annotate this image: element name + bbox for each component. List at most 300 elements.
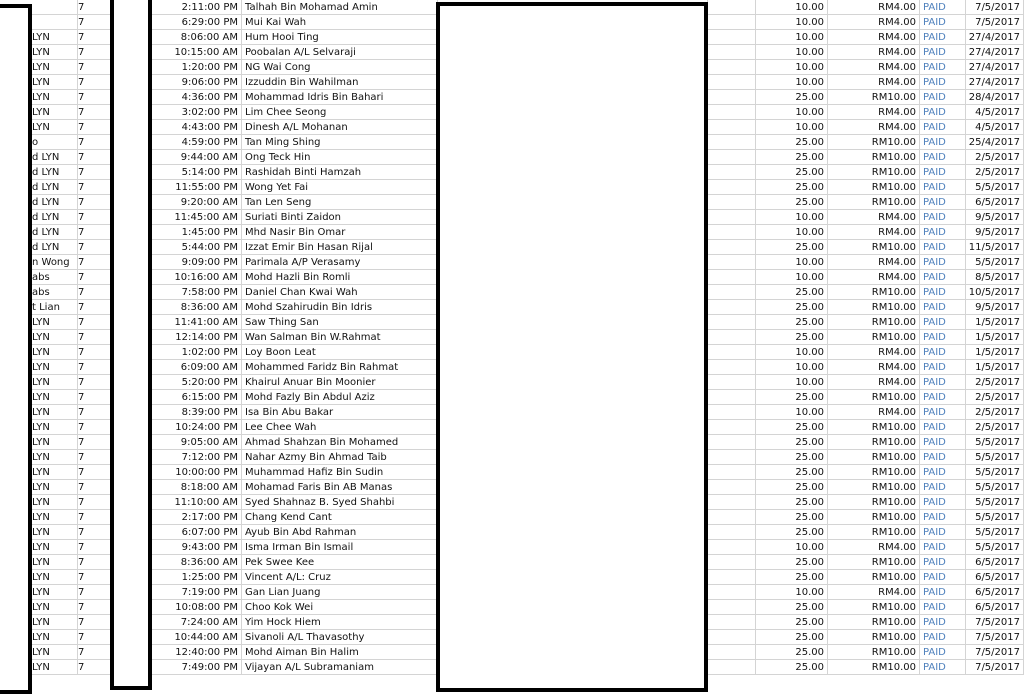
amount-cell[interactable]: RM4.00 [828,0,920,15]
label-cell[interactable]: LYN [0,330,78,345]
label-cell[interactable]: LYN [0,630,78,645]
name-cell[interactable]: Izzat Emir Bin Hasan Rijal [242,240,438,255]
quantity-cell[interactable]: 10.00 [756,210,828,225]
name-cell[interactable]: Poobalan A/L Selvaraji [242,45,438,60]
date-cell[interactable]: 5/5/2017 [966,180,1024,195]
empty-cell[interactable] [708,195,756,210]
id-cell[interactable]: 7 [78,270,148,285]
empty-cell[interactable] [708,435,756,450]
amount-cell[interactable]: RM10.00 [828,180,920,195]
label-cell[interactable]: LYN [0,60,78,75]
date-cell[interactable]: 8/5/2017 [966,270,1024,285]
amount-cell[interactable]: RM10.00 [828,300,920,315]
amount-cell[interactable]: RM10.00 [828,510,920,525]
label-cell[interactable]: LYN [0,660,78,675]
name-cell[interactable]: Parimala A/P Verasamy [242,255,438,270]
date-cell[interactable]: 2/5/2017 [966,375,1024,390]
empty-cell[interactable] [708,90,756,105]
time-cell[interactable]: 12:40:00 PM [148,645,242,660]
status-cell[interactable]: PAID [920,210,966,225]
status-cell[interactable]: PAID [920,75,966,90]
id-cell[interactable]: 7 [78,615,148,630]
empty-cell[interactable] [708,315,756,330]
label-cell[interactable]: t Lian [0,300,78,315]
quantity-cell[interactable]: 10.00 [756,105,828,120]
status-cell[interactable]: PAID [920,165,966,180]
empty-cell[interactable] [708,450,756,465]
name-cell[interactable]: Vincent A/L: Cruz [242,570,438,585]
id-cell[interactable]: 7 [78,15,148,30]
id-cell[interactable]: 7 [78,510,148,525]
date-cell[interactable]: 7/5/2017 [966,630,1024,645]
status-cell[interactable]: PAID [920,615,966,630]
amount-cell[interactable]: RM10.00 [828,90,920,105]
time-cell[interactable]: 7:58:00 PM [148,285,242,300]
quantity-cell[interactable]: 25.00 [756,315,828,330]
amount-cell[interactable]: RM4.00 [828,210,920,225]
amount-cell[interactable]: RM10.00 [828,240,920,255]
label-cell[interactable]: d LYN [0,210,78,225]
id-cell[interactable]: 7 [78,285,148,300]
quantity-cell[interactable]: 25.00 [756,195,828,210]
label-cell[interactable]: LYN [0,390,78,405]
status-cell[interactable]: PAID [920,270,966,285]
date-cell[interactable]: 5/5/2017 [966,525,1024,540]
status-cell[interactable]: PAID [920,450,966,465]
name-cell[interactable]: Mohammed Faridz Bin Rahmat [242,360,438,375]
name-cell[interactable]: Ong Teck Hin [242,150,438,165]
id-cell[interactable]: 7 [78,480,148,495]
label-cell[interactable]: LYN [0,105,78,120]
name-cell[interactable]: Wan Salman Bin W.Rahmat [242,330,438,345]
time-cell[interactable]: 10:00:00 PM [148,465,242,480]
id-cell[interactable]: 7 [78,450,148,465]
empty-cell[interactable] [708,510,756,525]
amount-cell[interactable]: RM10.00 [828,390,920,405]
empty-cell[interactable] [708,270,756,285]
time-cell[interactable]: 8:39:00 PM [148,405,242,420]
time-cell[interactable]: 8:18:00 AM [148,480,242,495]
empty-cell[interactable] [708,45,756,60]
date-cell[interactable]: 5/5/2017 [966,450,1024,465]
time-cell[interactable]: 5:14:00 PM [148,165,242,180]
quantity-cell[interactable]: 10.00 [756,585,828,600]
label-cell[interactable]: LYN [0,555,78,570]
status-cell[interactable]: PAID [920,600,966,615]
empty-cell[interactable] [708,240,756,255]
time-cell[interactable]: 10:16:00 AM [148,270,242,285]
name-cell[interactable]: Talhah Bin Mohamad Amin [242,0,438,15]
status-cell[interactable]: PAID [920,240,966,255]
amount-cell[interactable]: RM10.00 [828,150,920,165]
quantity-cell[interactable]: 25.00 [756,615,828,630]
id-cell[interactable]: 7 [78,330,148,345]
id-cell[interactable]: 7 [78,525,148,540]
date-cell[interactable]: 9/5/2017 [966,300,1024,315]
label-cell[interactable]: LYN [0,645,78,660]
date-cell[interactable]: 5/5/2017 [966,540,1024,555]
name-cell[interactable]: Chang Kend Cant [242,510,438,525]
id-cell[interactable]: 7 [78,540,148,555]
quantity-cell[interactable]: 25.00 [756,480,828,495]
quantity-cell[interactable]: 25.00 [756,420,828,435]
empty-cell[interactable] [708,660,756,675]
id-cell[interactable]: 7 [78,240,148,255]
id-cell[interactable]: 7 [78,210,148,225]
id-cell[interactable]: 7 [78,375,148,390]
id-cell[interactable]: 7 [78,225,148,240]
quantity-cell[interactable]: 25.00 [756,600,828,615]
empty-cell[interactable] [708,300,756,315]
status-cell[interactable]: PAID [920,330,966,345]
empty-cell[interactable] [708,15,756,30]
empty-cell[interactable] [708,615,756,630]
label-cell[interactable]: LYN [0,585,78,600]
status-cell[interactable]: PAID [920,225,966,240]
name-cell[interactable]: Mohd Fazly Bin Abdul Aziz [242,390,438,405]
status-cell[interactable]: PAID [920,135,966,150]
name-cell[interactable]: Mohammad Idris Bin Bahari [242,90,438,105]
id-cell[interactable]: 7 [78,0,148,15]
label-cell[interactable]: n Wong [0,255,78,270]
label-cell[interactable]: LYN [0,480,78,495]
amount-cell[interactable]: RM10.00 [828,525,920,540]
status-cell[interactable]: PAID [920,300,966,315]
id-cell[interactable]: 7 [78,195,148,210]
time-cell[interactable]: 11:55:00 PM [148,180,242,195]
name-cell[interactable]: Muhammad Hafiz Bin Sudin [242,465,438,480]
amount-cell[interactable]: RM10.00 [828,285,920,300]
time-cell[interactable]: 8:06:00 AM [148,30,242,45]
status-cell[interactable]: PAID [920,0,966,15]
label-cell[interactable]: LYN [0,615,78,630]
date-cell[interactable]: 2/5/2017 [966,165,1024,180]
name-cell[interactable]: Mhd Nasir Bin Omar [242,225,438,240]
time-cell[interactable]: 5:44:00 PM [148,240,242,255]
date-cell[interactable]: 2/5/2017 [966,420,1024,435]
quantity-cell[interactable]: 25.00 [756,150,828,165]
time-cell[interactable]: 4:59:00 PM [148,135,242,150]
empty-cell[interactable] [708,345,756,360]
name-cell[interactable]: Mui Kai Wah [242,15,438,30]
quantity-cell[interactable]: 10.00 [756,375,828,390]
quantity-cell[interactable]: 10.00 [756,15,828,30]
date-cell[interactable]: 5/5/2017 [966,480,1024,495]
quantity-cell[interactable]: 25.00 [756,135,828,150]
status-cell[interactable]: PAID [920,315,966,330]
amount-cell[interactable]: RM10.00 [828,195,920,210]
time-cell[interactable]: 1:02:00 PM [148,345,242,360]
name-cell[interactable]: Tan Len Seng [242,195,438,210]
empty-cell[interactable] [708,600,756,615]
status-cell[interactable]: PAID [920,435,966,450]
time-cell[interactable]: 4:36:00 PM [148,90,242,105]
quantity-cell[interactable]: 25.00 [756,330,828,345]
amount-cell[interactable]: RM4.00 [828,120,920,135]
quantity-cell[interactable]: 10.00 [756,360,828,375]
name-cell[interactable]: Yim Hock Hiem [242,615,438,630]
status-cell[interactable]: PAID [920,15,966,30]
label-cell[interactable]: d LYN [0,150,78,165]
id-cell[interactable]: 7 [78,30,148,45]
status-cell[interactable]: PAID [920,525,966,540]
status-cell[interactable]: PAID [920,630,966,645]
status-cell[interactable]: PAID [920,375,966,390]
amount-cell[interactable]: RM4.00 [828,375,920,390]
amount-cell[interactable]: RM10.00 [828,450,920,465]
date-cell[interactable]: 4/5/2017 [966,105,1024,120]
amount-cell[interactable]: RM10.00 [828,420,920,435]
time-cell[interactable]: 12:14:00 PM [148,330,242,345]
date-cell[interactable]: 27/4/2017 [966,30,1024,45]
amount-cell[interactable]: RM4.00 [828,405,920,420]
date-cell[interactable]: 7/5/2017 [966,660,1024,675]
empty-cell[interactable] [708,225,756,240]
status-cell[interactable]: PAID [920,585,966,600]
date-cell[interactable]: 7/5/2017 [966,615,1024,630]
id-cell[interactable]: 7 [78,555,148,570]
name-cell[interactable]: Ahmad Shahzan Bin Mohamed [242,435,438,450]
empty-cell[interactable] [708,180,756,195]
time-cell[interactable]: 8:36:00 AM [148,555,242,570]
id-cell[interactable]: 7 [78,120,148,135]
status-cell[interactable]: PAID [920,555,966,570]
label-cell[interactable]: abs [0,270,78,285]
status-cell[interactable]: PAID [920,495,966,510]
status-cell[interactable]: PAID [920,480,966,495]
name-cell[interactable]: Hum Hooi Ting [242,30,438,45]
date-cell[interactable]: 27/4/2017 [966,60,1024,75]
empty-cell[interactable] [708,630,756,645]
id-cell[interactable]: 7 [78,630,148,645]
name-cell[interactable]: Mohamad Faris Bin AB Manas [242,480,438,495]
time-cell[interactable]: 11:10:00 AM [148,495,242,510]
date-cell[interactable]: 1/5/2017 [966,360,1024,375]
name-cell[interactable]: Sivanoli A/L Thavasothy [242,630,438,645]
time-cell[interactable]: 1:20:00 PM [148,60,242,75]
quantity-cell[interactable]: 10.00 [756,0,828,15]
date-cell[interactable]: 7/5/2017 [966,15,1024,30]
date-cell[interactable]: 27/4/2017 [966,75,1024,90]
amount-cell[interactable]: RM4.00 [828,30,920,45]
date-cell[interactable]: 1/5/2017 [966,330,1024,345]
label-cell[interactable]: d LYN [0,240,78,255]
quantity-cell[interactable]: 10.00 [756,345,828,360]
name-cell[interactable]: Syed Shahnaz B. Syed Shahbi [242,495,438,510]
quantity-cell[interactable]: 10.00 [756,45,828,60]
name-cell[interactable]: Suriati Binti Zaidon [242,210,438,225]
amount-cell[interactable]: RM4.00 [828,105,920,120]
quantity-cell[interactable]: 25.00 [756,555,828,570]
date-cell[interactable]: 28/4/2017 [966,90,1024,105]
id-cell[interactable]: 7 [78,570,148,585]
name-cell[interactable]: NG Wai Cong [242,60,438,75]
status-cell[interactable]: PAID [920,390,966,405]
date-cell[interactable]: 6/5/2017 [966,570,1024,585]
date-cell[interactable]: 9/5/2017 [966,210,1024,225]
empty-cell[interactable] [708,210,756,225]
time-cell[interactable]: 2:11:00 PM [148,0,242,15]
quantity-cell[interactable]: 25.00 [756,435,828,450]
name-cell[interactable]: Isa Bin Abu Bakar [242,405,438,420]
status-cell[interactable]: PAID [920,60,966,75]
name-cell[interactable]: Izzuddin Bin Wahilman [242,75,438,90]
amount-cell[interactable]: RM10.00 [828,645,920,660]
id-cell[interactable]: 7 [78,105,148,120]
date-cell[interactable]: 10/5/2017 [966,285,1024,300]
quantity-cell[interactable]: 25.00 [756,90,828,105]
id-cell[interactable]: 7 [78,135,148,150]
amount-cell[interactable]: RM4.00 [828,75,920,90]
amount-cell[interactable]: RM10.00 [828,330,920,345]
name-cell[interactable]: Dinesh A/L Mohanan [242,120,438,135]
quantity-cell[interactable]: 25.00 [756,285,828,300]
label-cell[interactable]: LYN [0,360,78,375]
name-cell[interactable]: Saw Thing San [242,315,438,330]
quantity-cell[interactable]: 10.00 [756,405,828,420]
name-cell[interactable]: Vijayan A/L Subramaniam [242,660,438,675]
id-cell[interactable]: 7 [78,390,148,405]
time-cell[interactable]: 8:36:00 AM [148,300,242,315]
id-cell[interactable]: 7 [78,600,148,615]
date-cell[interactable]: 5/5/2017 [966,255,1024,270]
date-cell[interactable]: 25/4/2017 [966,135,1024,150]
time-cell[interactable]: 9:09:00 PM [148,255,242,270]
time-cell[interactable]: 9:20:00 AM [148,195,242,210]
empty-cell[interactable] [708,75,756,90]
amount-cell[interactable]: RM10.00 [828,495,920,510]
status-cell[interactable]: PAID [920,150,966,165]
name-cell[interactable]: Gan Lian Juang [242,585,438,600]
status-cell[interactable]: PAID [920,540,966,555]
label-cell[interactable]: d LYN [0,225,78,240]
id-cell[interactable]: 7 [78,75,148,90]
amount-cell[interactable]: RM10.00 [828,555,920,570]
empty-cell[interactable] [708,135,756,150]
empty-cell[interactable] [708,645,756,660]
time-cell[interactable]: 7:24:00 AM [148,615,242,630]
quantity-cell[interactable]: 25.00 [756,300,828,315]
time-cell[interactable]: 7:49:00 PM [148,660,242,675]
id-cell[interactable]: 7 [78,180,148,195]
name-cell[interactable]: Tan Ming Shing [242,135,438,150]
id-cell[interactable]: 7 [78,255,148,270]
quantity-cell[interactable]: 10.00 [756,75,828,90]
amount-cell[interactable]: RM10.00 [828,660,920,675]
empty-cell[interactable] [708,495,756,510]
amount-cell[interactable]: RM10.00 [828,570,920,585]
label-cell[interactable]: LYN [0,600,78,615]
id-cell[interactable]: 7 [78,90,148,105]
status-cell[interactable]: PAID [920,345,966,360]
label-cell[interactable]: LYN [0,465,78,480]
id-cell[interactable]: 7 [78,165,148,180]
date-cell[interactable]: 5/5/2017 [966,510,1024,525]
time-cell[interactable]: 7:12:00 PM [148,450,242,465]
status-cell[interactable]: PAID [920,255,966,270]
amount-cell[interactable]: RM4.00 [828,360,920,375]
label-cell[interactable]: d LYN [0,180,78,195]
empty-cell[interactable] [708,480,756,495]
id-cell[interactable]: 7 [78,60,148,75]
date-cell[interactable]: 5/5/2017 [966,495,1024,510]
status-cell[interactable]: PAID [920,30,966,45]
quantity-cell[interactable]: 25.00 [756,660,828,675]
status-cell[interactable]: PAID [920,405,966,420]
amount-cell[interactable]: RM4.00 [828,225,920,240]
name-cell[interactable]: Mohd Hazli Bin Romli [242,270,438,285]
time-cell[interactable]: 10:08:00 PM [148,600,242,615]
label-cell[interactable]: d LYN [0,165,78,180]
quantity-cell[interactable]: 10.00 [756,225,828,240]
quantity-cell[interactable]: 25.00 [756,645,828,660]
time-cell[interactable]: 3:02:00 PM [148,105,242,120]
time-cell[interactable]: 6:07:00 PM [148,525,242,540]
label-cell[interactable]: LYN [0,570,78,585]
empty-cell[interactable] [708,105,756,120]
label-cell[interactable]: LYN [0,420,78,435]
id-cell[interactable]: 7 [78,150,148,165]
label-cell[interactable]: abs [0,285,78,300]
date-cell[interactable]: 6/5/2017 [966,600,1024,615]
date-cell[interactable]: 2/5/2017 [966,405,1024,420]
quantity-cell[interactable]: 10.00 [756,120,828,135]
name-cell[interactable]: Daniel Chan Kwai Wah [242,285,438,300]
time-cell[interactable]: 6:29:00 PM [148,15,242,30]
name-cell[interactable]: Choo Kok Wei [242,600,438,615]
label-cell[interactable]: LYN [0,345,78,360]
quantity-cell[interactable]: 25.00 [756,165,828,180]
id-cell[interactable]: 7 [78,360,148,375]
status-cell[interactable]: PAID [920,45,966,60]
date-cell[interactable]: 6/5/2017 [966,585,1024,600]
time-cell[interactable]: 1:45:00 PM [148,225,242,240]
time-cell[interactable]: 10:44:00 AM [148,630,242,645]
status-cell[interactable]: PAID [920,420,966,435]
id-cell[interactable]: 7 [78,660,148,675]
quantity-cell[interactable]: 10.00 [756,255,828,270]
quantity-cell[interactable]: 10.00 [756,30,828,45]
amount-cell[interactable]: RM4.00 [828,255,920,270]
time-cell[interactable]: 6:15:00 PM [148,390,242,405]
label-cell[interactable]: LYN [0,375,78,390]
empty-cell[interactable] [708,420,756,435]
amount-cell[interactable]: RM10.00 [828,135,920,150]
name-cell[interactable]: Pek Swee Kee [242,555,438,570]
time-cell[interactable]: 6:09:00 AM [148,360,242,375]
status-cell[interactable]: PAID [920,645,966,660]
date-cell[interactable]: 1/5/2017 [966,345,1024,360]
amount-cell[interactable]: RM10.00 [828,315,920,330]
name-cell[interactable]: Isma Irman Bin Ismail [242,540,438,555]
empty-cell[interactable] [708,330,756,345]
amount-cell[interactable]: RM10.00 [828,630,920,645]
quantity-cell[interactable]: 25.00 [756,465,828,480]
id-cell[interactable]: 7 [78,405,148,420]
name-cell[interactable]: Nahar Azmy Bin Ahmad Taib [242,450,438,465]
name-cell[interactable]: Lim Chee Seong [242,105,438,120]
label-cell[interactable]: LYN [0,90,78,105]
quantity-cell[interactable]: 10.00 [756,60,828,75]
amount-cell[interactable]: RM4.00 [828,270,920,285]
label-cell[interactable]: LYN [0,30,78,45]
date-cell[interactable]: 2/5/2017 [966,390,1024,405]
quantity-cell[interactable]: 10.00 [756,540,828,555]
empty-cell[interactable] [708,360,756,375]
status-cell[interactable]: PAID [920,285,966,300]
date-cell[interactable]: 7/5/2017 [966,645,1024,660]
label-cell[interactable]: LYN [0,315,78,330]
